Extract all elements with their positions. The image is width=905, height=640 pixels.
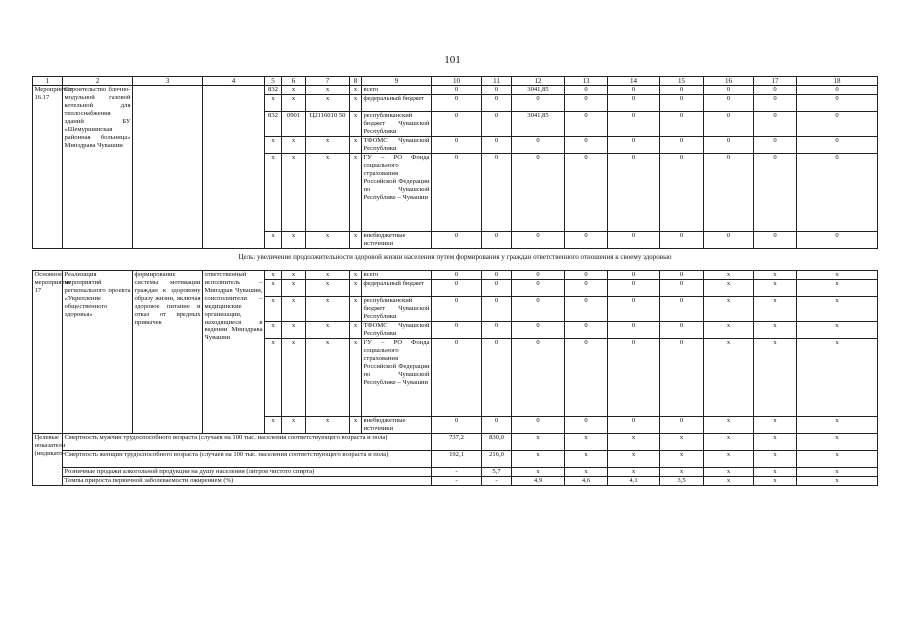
column-number: 4 xyxy=(203,77,265,86)
amount-value: 0 xyxy=(754,112,797,137)
amount-value: 0 xyxy=(432,95,482,112)
column-number: 1 xyxy=(33,77,63,86)
indicator-name: Темпы прироста первичной заболеваемости ожирением (%) xyxy=(63,476,432,485)
table-row xyxy=(33,271,878,280)
indicator-row xyxy=(33,467,878,476)
amount-value: 0 xyxy=(608,339,660,417)
budget-code: 0901 xyxy=(282,112,306,137)
amount-value: 0 xyxy=(797,154,878,232)
column-number-row xyxy=(33,77,878,86)
measure-name: Строительство блочно-модульной газовой котельной для теплоснабжения зданий БУ «Шемуршинская районная больница» Минздрава Чувашии xyxy=(63,86,133,249)
funding-source: республиканский бюджет Чувашской Республики xyxy=(363,297,430,320)
amount-value: 0 xyxy=(608,232,660,249)
column-number: 3 xyxy=(133,77,203,86)
budget-code: x xyxy=(265,154,282,232)
budget-code: Ц2116010 50 xyxy=(306,112,350,137)
indicator-value: - xyxy=(432,467,482,476)
amount-value: x xyxy=(704,417,754,434)
amount-value: 0 xyxy=(754,154,797,232)
budget-code: x xyxy=(350,154,362,232)
amount-value: x xyxy=(754,417,797,434)
budget-code: x xyxy=(265,271,282,280)
amount-value: 0 xyxy=(565,154,608,232)
amount-value: 0 xyxy=(565,112,608,137)
indicator-value: x xyxy=(797,433,878,450)
column-number: 10 xyxy=(432,77,482,86)
budget-code: x xyxy=(350,322,362,339)
indicator-value: 830,0 xyxy=(482,433,512,450)
amount-value: 0 xyxy=(512,137,565,154)
amount-value: 0 xyxy=(512,322,565,339)
amount-value: 0 xyxy=(608,112,660,137)
amount-value: 0 xyxy=(608,297,660,322)
indicator-row xyxy=(33,476,878,485)
amount-value: 0 xyxy=(797,112,878,137)
amount-value: 0 xyxy=(565,232,608,249)
indicators-label: Целевые показатели (индикато- xyxy=(33,433,63,485)
amount-value: 0 xyxy=(432,137,482,154)
amount-value: 3041,85 xyxy=(512,112,565,137)
column-number: 6 xyxy=(282,77,306,86)
column-number: 13 xyxy=(565,77,608,86)
amount-value: 0 xyxy=(608,271,660,280)
amount-value: 0 xyxy=(432,339,482,417)
indicator-name: Смертность мужчин трудоспособного возраста (случаев на 100 тыс. населения соответствующего возраста и пола) xyxy=(63,433,432,450)
budget-code: x xyxy=(306,154,350,232)
budget-code: 832 xyxy=(265,112,282,137)
indicator-value: x xyxy=(512,467,565,476)
expected-result xyxy=(133,86,203,249)
column-number: 9 xyxy=(362,77,432,86)
amount-value: 0 xyxy=(704,95,754,112)
amount-value: 0 xyxy=(565,297,608,322)
amount-value: 0 xyxy=(512,297,565,322)
responsible-executor xyxy=(203,86,265,249)
funding-source: ГУ – РО Фонда социального страхования Российской Федерации по Чувашской Республике – Чувашии xyxy=(362,339,432,417)
indicator-row xyxy=(33,450,878,467)
amount-value: x xyxy=(754,297,797,322)
budget-code: x xyxy=(282,86,306,95)
indicator-value: x xyxy=(704,450,754,467)
amount-value: 0 xyxy=(660,322,704,339)
amount-value: x xyxy=(797,322,878,339)
budget-code: x xyxy=(282,95,306,112)
amount-value: 0 xyxy=(797,95,878,112)
amount-value: 0 xyxy=(432,112,482,137)
amount-value: x xyxy=(797,339,878,417)
budget-code: x xyxy=(350,112,362,137)
indicator-value: - xyxy=(432,476,482,485)
budget-code: x xyxy=(265,297,282,322)
page-number: 101 xyxy=(444,54,461,66)
amount-value: 0 xyxy=(512,271,565,280)
budget-code: x xyxy=(265,280,282,297)
amount-value: 0 xyxy=(482,297,512,322)
amount-value: 0 xyxy=(482,137,512,154)
amount-value: 0 xyxy=(608,86,660,95)
funding-source: федеральный бюджет xyxy=(362,280,432,297)
budget-code: x xyxy=(306,280,350,297)
indicator-value: x xyxy=(704,467,754,476)
funding-source: ГУ – РО Фонда социального страхования Российской Федерации по Чувашской Республике – Чувашии xyxy=(362,154,432,232)
amount-value: 0 xyxy=(565,417,608,434)
amount-value: 0 xyxy=(482,339,512,417)
budget-code: x xyxy=(282,339,306,417)
column-number: 16 xyxy=(704,77,754,86)
amount-value: 0 xyxy=(660,297,704,322)
table-row xyxy=(33,86,878,95)
amount-value: 0 xyxy=(512,154,565,232)
budget-code: x xyxy=(282,417,306,434)
budget-code: x xyxy=(265,417,282,434)
amount-value: 0 xyxy=(432,280,482,297)
amount-value: 0 xyxy=(797,232,878,249)
amount-value: 0 xyxy=(482,280,512,297)
amount-value: 0 xyxy=(754,137,797,154)
budget-code: x xyxy=(306,86,350,95)
amount-value: 0 xyxy=(482,112,512,137)
funding-source: внебюджетные источники xyxy=(362,417,432,434)
amount-value: 0 xyxy=(608,280,660,297)
budget-code: x xyxy=(282,297,306,322)
column-number: 8 xyxy=(350,77,362,86)
amount-value: 0 xyxy=(608,322,660,339)
amount-value: 0 xyxy=(432,297,482,322)
budget-code: x xyxy=(265,339,282,417)
budget-code: x xyxy=(306,339,350,417)
amount-value: 0 xyxy=(704,232,754,249)
amount-value: x xyxy=(754,271,797,280)
amount-value: 0 xyxy=(660,95,704,112)
indicator-value: 5,7 xyxy=(482,467,512,476)
amount-value: 0 xyxy=(432,86,482,95)
amount-value: x xyxy=(704,297,754,322)
column-number: 2 xyxy=(63,77,133,86)
goal-row xyxy=(33,249,878,267)
amount-value: 0 xyxy=(608,154,660,232)
amount-value: 0 xyxy=(608,417,660,434)
amount-value: x xyxy=(797,280,878,297)
indicator-value: x xyxy=(512,450,565,467)
amount-value: 0 xyxy=(660,339,704,417)
indicator-value: 192,1 xyxy=(432,450,482,467)
column-number: 14 xyxy=(608,77,660,86)
budget-code: x xyxy=(350,271,362,280)
indicator-value: x xyxy=(754,450,797,467)
budget-code: x xyxy=(350,95,362,112)
amount-value: 0 xyxy=(660,112,704,137)
amount-value: 0 xyxy=(565,339,608,417)
amount-value: x xyxy=(704,280,754,297)
budget-code: x xyxy=(306,417,350,434)
amount-value: 0 xyxy=(432,417,482,434)
indicator-value: x xyxy=(512,433,565,450)
amount-value: x xyxy=(797,271,878,280)
indicator-value: x xyxy=(660,467,704,476)
indicator-value: x xyxy=(608,467,660,476)
funding-source: внебюджетные источники xyxy=(362,232,432,249)
budget-code: x xyxy=(306,137,350,154)
amount-value: 0 xyxy=(432,232,482,249)
amount-value: 0 xyxy=(704,86,754,95)
budget-code: x xyxy=(306,322,350,339)
indicator-value: x xyxy=(754,467,797,476)
expected-result: формирование системы мотивации граждан к здоровому образу жизни, включая здоровое питание и отказ от вредных привычек xyxy=(133,271,203,434)
column-number: 17 xyxy=(754,77,797,86)
indicator-value: x xyxy=(608,450,660,467)
amount-value: 0 xyxy=(482,322,512,339)
column-number: 15 xyxy=(660,77,704,86)
indicator-value: x xyxy=(565,450,608,467)
funding-source: всего xyxy=(362,271,432,280)
budget-code: x xyxy=(306,232,350,249)
budget-code: x xyxy=(282,271,306,280)
amount-value: 0 xyxy=(512,95,565,112)
amount-value: x xyxy=(704,322,754,339)
budget-code: x xyxy=(282,322,306,339)
budget-code: x xyxy=(265,137,282,154)
indicator-value: x xyxy=(565,433,608,450)
column-number: 12 xyxy=(512,77,565,86)
indicator-value: 3,5 xyxy=(660,476,704,485)
budget-code: x xyxy=(265,322,282,339)
funding-source: республиканский бюджет Чувашской Республики xyxy=(363,112,430,136)
amount-value: 0 xyxy=(660,154,704,232)
indicator-value: x xyxy=(608,433,660,450)
column-number: 11 xyxy=(482,77,512,86)
amount-value: 0 xyxy=(660,271,704,280)
funding-source: ТФОМС Чувашской Республики xyxy=(363,322,430,337)
budget-code: x xyxy=(282,280,306,297)
indicator-name: Розничные продажи алкогольной продукции на душу населения (литров чистого спирта) xyxy=(63,467,432,476)
amount-value: 0 xyxy=(660,137,704,154)
indicator-value: 737,2 xyxy=(432,433,482,450)
column-number: 5 xyxy=(265,77,282,86)
budget-code: 832 xyxy=(265,86,282,95)
indicator-value: 4,9 xyxy=(512,476,565,485)
amount-value: 0 xyxy=(754,95,797,112)
amount-value: x xyxy=(754,280,797,297)
indicator-row xyxy=(33,433,878,450)
amount-value: 0 xyxy=(512,232,565,249)
budget-code: x xyxy=(282,137,306,154)
amount-value: 0 xyxy=(660,86,704,95)
amount-value: 0 xyxy=(482,95,512,112)
funding-source: всего xyxy=(362,86,432,95)
responsible-executor: ответственный исполнитель – Минздрав Чувашии, соисполнители – медицинские организации, находящиеся в ведении Минздрава Чувашии xyxy=(203,271,265,434)
column-number: 18 xyxy=(797,77,878,86)
indicator-value: x xyxy=(797,467,878,476)
funding-source: ТФОМС Чувашской Республики xyxy=(363,137,430,153)
amount-value: 0 xyxy=(432,154,482,232)
indicator-value: - xyxy=(482,476,512,485)
budget-code: x xyxy=(306,271,350,280)
indicator-value: x xyxy=(797,476,878,485)
amount-value: 0 xyxy=(704,154,754,232)
measure-label: Основное мероприятие 17 xyxy=(33,271,63,434)
amount-value: 0 xyxy=(754,86,797,95)
budget-code: x xyxy=(350,232,362,249)
budget-code: x xyxy=(350,280,362,297)
amount-value: x xyxy=(797,417,878,434)
amount-value: 0 xyxy=(797,86,878,95)
indicator-value: x xyxy=(565,467,608,476)
indicator-value: 216,0 xyxy=(482,450,512,467)
amount-value: 0 xyxy=(482,86,512,95)
amount-value: 0 xyxy=(704,112,754,137)
goal-text: Цель: увеличение продолжительности здоровой жизни населения путем формирования у граждан ответственного отношения к своему здоровью xyxy=(238,253,672,262)
amount-value: 0 xyxy=(512,339,565,417)
indicator-value: 4,6 xyxy=(565,476,608,485)
funding-source: федеральный бюджет xyxy=(362,95,432,112)
amount-value: 0 xyxy=(660,280,704,297)
program-table xyxy=(32,76,878,486)
budget-code: x xyxy=(350,137,362,154)
indicator-name: Смертность женщин трудоспособного возраста (случаев на 100 тыс. населения соответствующего возраста и пола) xyxy=(63,450,432,467)
budget-code: x xyxy=(306,297,350,322)
amount-value: x xyxy=(704,271,754,280)
amount-value: 0 xyxy=(512,417,565,434)
amount-value: 0 xyxy=(565,95,608,112)
amount-value: 0 xyxy=(608,137,660,154)
budget-code: x xyxy=(265,95,282,112)
budget-code: x xyxy=(350,86,362,95)
budget-code: x xyxy=(350,297,362,322)
measure-label: Мероприятие 16.17 xyxy=(33,86,63,249)
amount-value: 0 xyxy=(565,271,608,280)
amount-value: 0 xyxy=(754,232,797,249)
amount-value: 0 xyxy=(432,271,482,280)
budget-code: x xyxy=(350,339,362,417)
budget-code: x xyxy=(350,417,362,434)
amount-value: 3041,85 xyxy=(512,86,565,95)
amount-value: 0 xyxy=(565,86,608,95)
amount-value: 0 xyxy=(565,137,608,154)
indicator-value: x xyxy=(754,433,797,450)
amount-value: 0 xyxy=(565,280,608,297)
amount-value: 0 xyxy=(482,232,512,249)
measure-name: Реализация мероприятий регионального проекта «Укрепление общественного здоровья» xyxy=(63,271,133,434)
amount-value: 0 xyxy=(482,154,512,232)
amount-value: 0 xyxy=(660,232,704,249)
amount-value: 0 xyxy=(608,95,660,112)
amount-value: 0 xyxy=(482,417,512,434)
amount-value: 0 xyxy=(432,322,482,339)
amount-value: 0 xyxy=(482,271,512,280)
budget-code: x xyxy=(306,95,350,112)
indicator-value: x xyxy=(704,433,754,450)
budget-code: x xyxy=(265,232,282,249)
amount-value: 0 xyxy=(512,280,565,297)
indicator-value: x xyxy=(704,476,754,485)
indicator-value: x xyxy=(797,450,878,467)
indicator-value: x xyxy=(660,450,704,467)
amount-value: 0 xyxy=(797,137,878,154)
amount-value: 0 xyxy=(565,322,608,339)
indicator-value: 4,1 xyxy=(608,476,660,485)
indicator-value: x xyxy=(754,476,797,485)
budget-code: x xyxy=(282,232,306,249)
amount-value: 0 xyxy=(704,137,754,154)
budget-code: x xyxy=(282,154,306,232)
amount-value: 0 xyxy=(660,417,704,434)
amount-value: x xyxy=(754,339,797,417)
amount-value: x xyxy=(704,339,754,417)
indicator-value: x xyxy=(660,433,704,450)
amount-value: x xyxy=(754,322,797,339)
amount-value: x xyxy=(797,297,878,322)
column-number: 7 xyxy=(306,77,350,86)
